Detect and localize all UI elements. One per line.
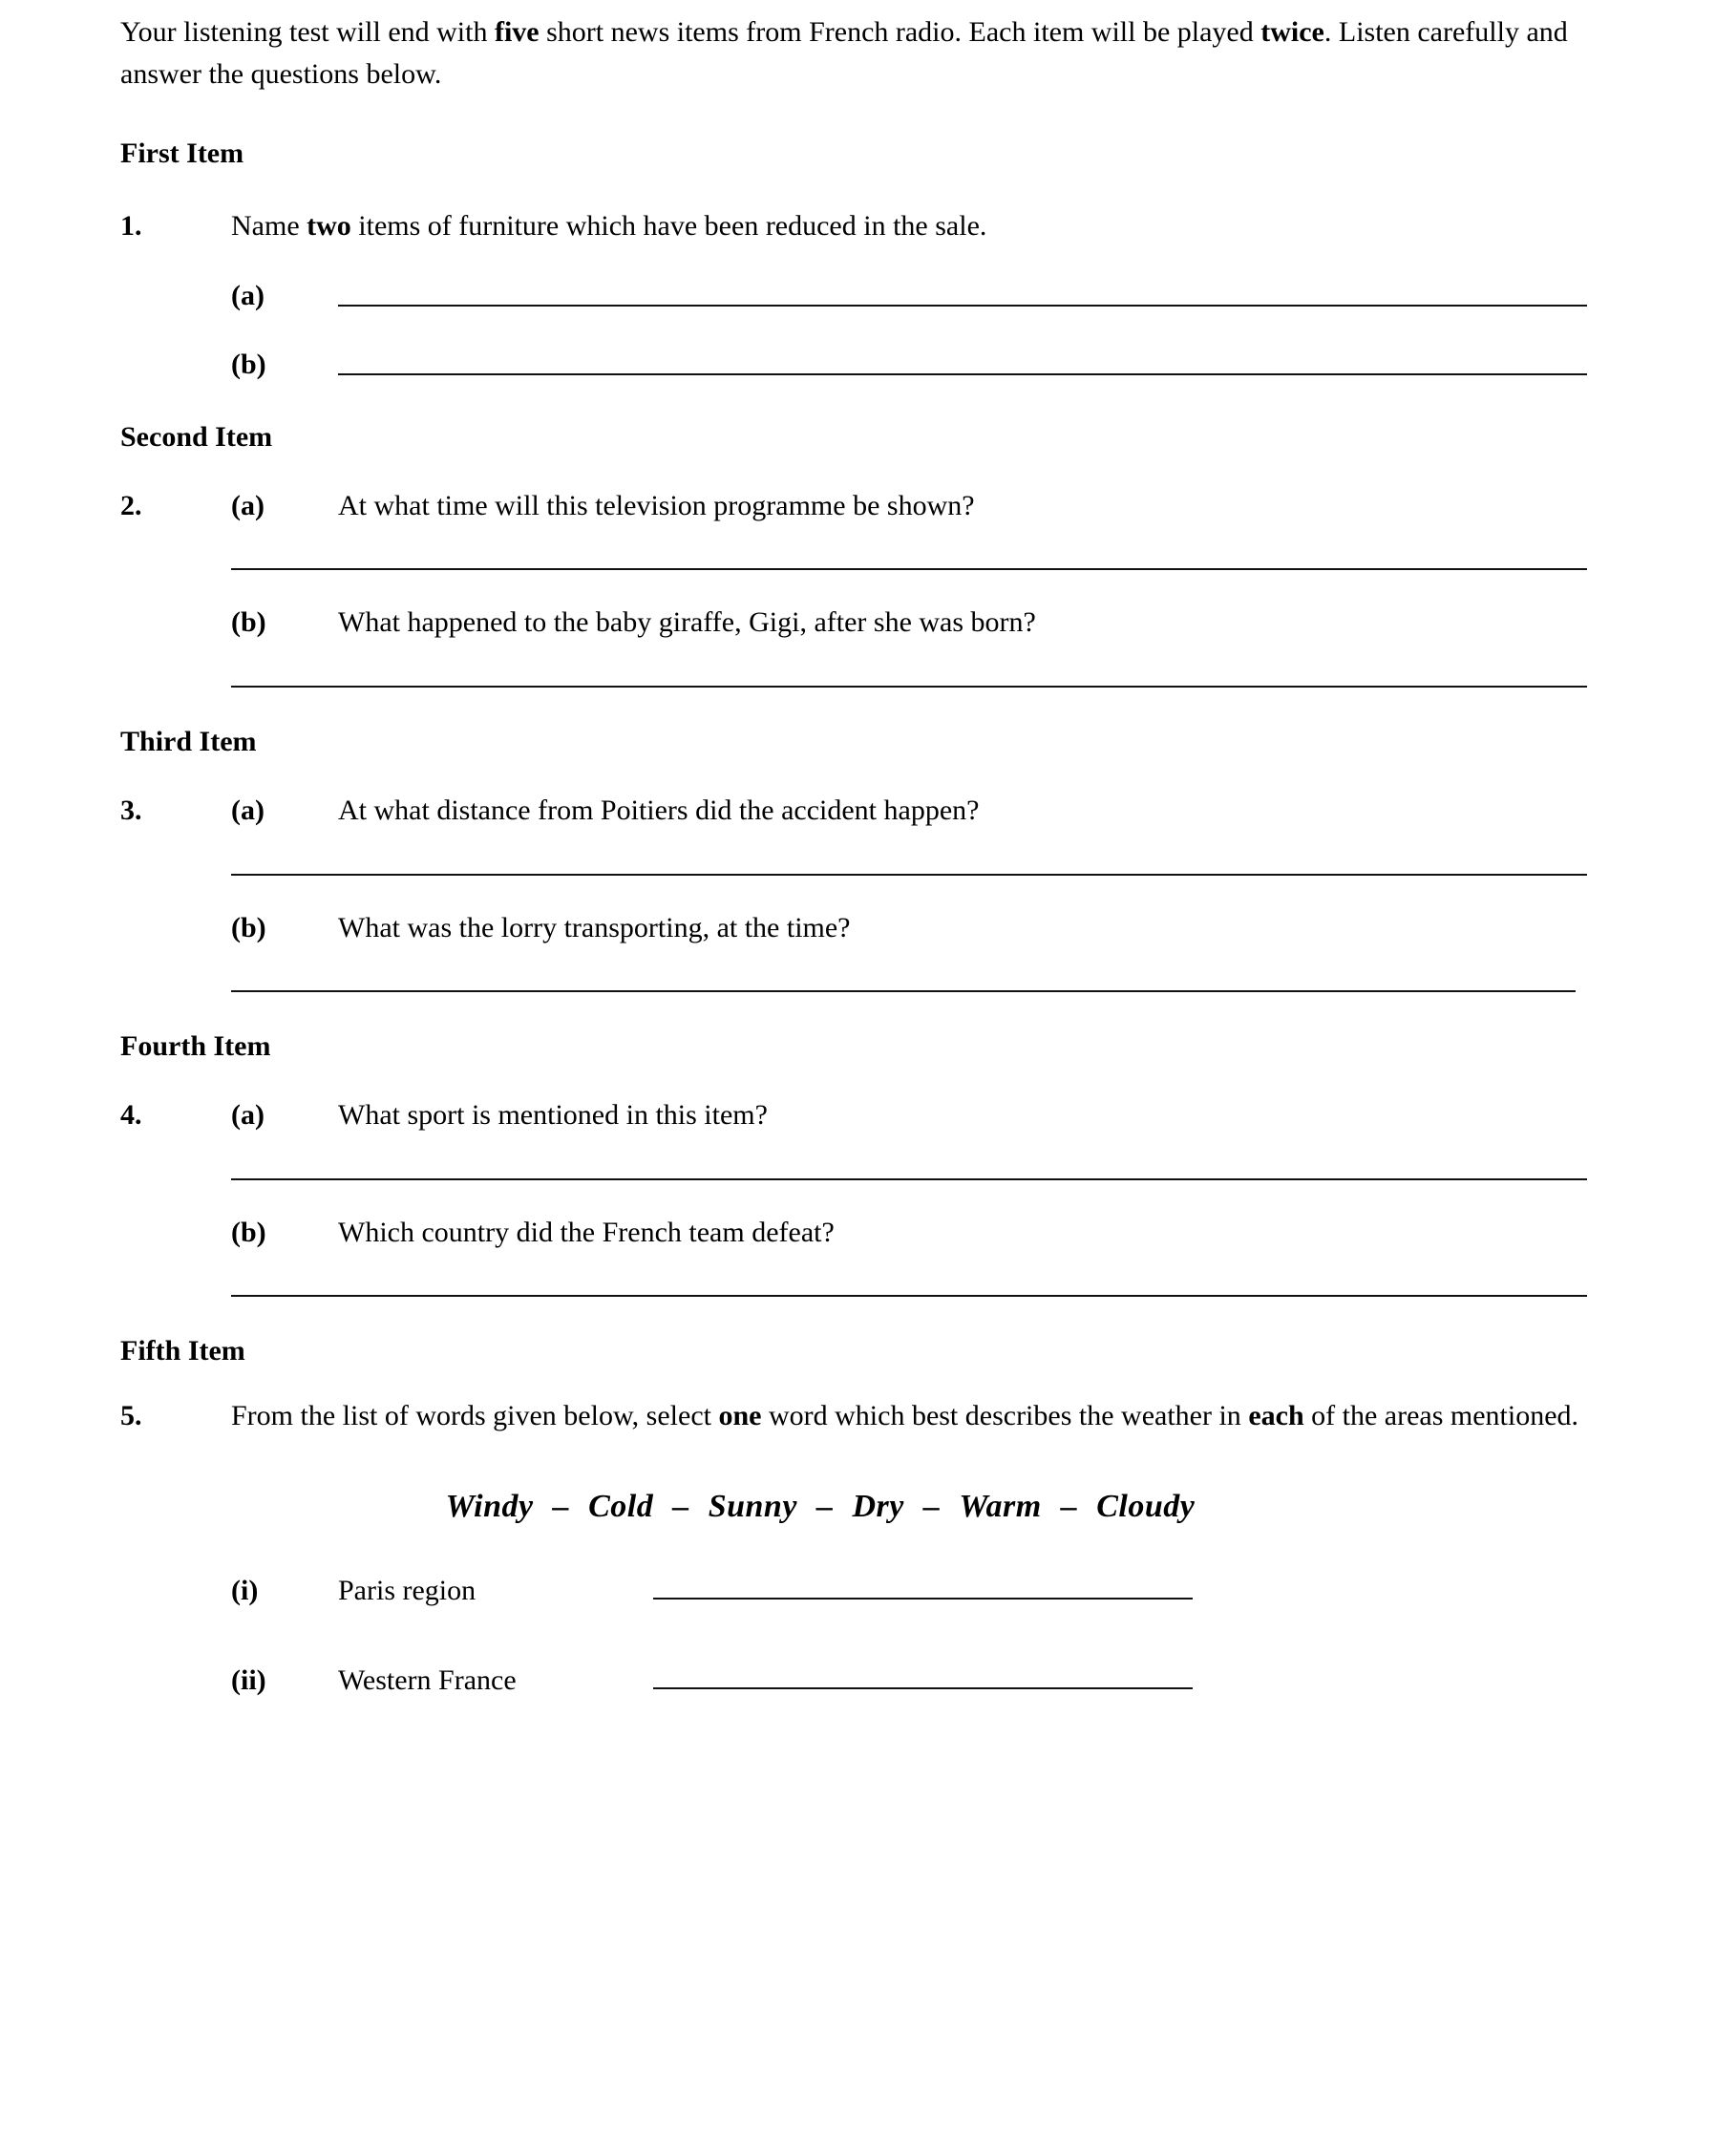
section-heading-fourth-item: Fourth Item <box>120 1030 271 1063</box>
area-name-paris-region: Paris region <box>338 1574 476 1606</box>
answer-line-wrap-4b <box>120 1295 1587 1297</box>
answer-line-wrap-3a <box>120 874 1587 876</box>
question-4a-label: (a) <box>231 1099 265 1132</box>
answer-line-2b[interactable] <box>231 686 1587 688</box>
answer-line-holder-5ii[interactable] <box>653 1687 1193 1697</box>
answer-line-4a[interactable] <box>231 1178 1587 1180</box>
question-5-row <box>120 1396 1587 1437</box>
word-option-sunny: Sunny <box>708 1488 797 1524</box>
question-2a-text: At what time will this television programme be shown? <box>338 489 975 521</box>
intro-bold-five: five <box>494 16 540 48</box>
answer-line-holder-1a[interactable] <box>338 305 1587 312</box>
answer-label-5i: (i) <box>231 1574 259 1606</box>
question-2b-row <box>120 603 1587 644</box>
answer-row-1b <box>120 349 1587 381</box>
question-3b-text: What was the lorry transporting, at the time? <box>338 911 851 943</box>
answer-line-3b[interactable] <box>231 990 1576 992</box>
question-5-text-post: of the areas mentioned. <box>1303 1400 1579 1432</box>
word-separator-4: – <box>922 1488 941 1524</box>
intro-paragraph <box>120 11 1587 95</box>
question-5-text-pre: From the list of words given below, select <box>231 1400 719 1432</box>
answer-line-holder-1b[interactable] <box>338 373 1587 381</box>
question-4a-row <box>120 1095 1587 1136</box>
question-1-row <box>120 206 1587 247</box>
question-1-text-post: items of furniture which have been reduced in the sale. <box>350 210 987 243</box>
answer-line-4b[interactable] <box>231 1295 1587 1297</box>
question-5-number: 5. <box>120 1400 142 1432</box>
question-1-text <box>231 206 1587 247</box>
word-option-windy: Windy <box>445 1488 534 1524</box>
question-2-number: 2. <box>120 489 142 521</box>
answer-line-2a[interactable] <box>231 568 1587 570</box>
answer-row-5i <box>120 1575 1587 1607</box>
question-1-text-pre: Name <box>231 210 307 243</box>
question-3a-row <box>120 791 1587 832</box>
section-heading-first-item: First Item <box>120 138 244 170</box>
answer-line-5i[interactable] <box>653 1598 1193 1600</box>
question-4a-text: What sport is mentioned in this item? <box>338 1099 768 1132</box>
question-2a-row <box>120 486 1587 527</box>
answer-line-wrap-4a <box>120 1178 1587 1180</box>
intro-text-part2: short news items from French radio. Each item will be played <box>539 16 1261 48</box>
intro-text-part1: Your listening test will end with <box>120 16 495 48</box>
intro-text-part3: . Listen carefully and answer the questions below. <box>120 16 1568 91</box>
question-4b-row <box>120 1213 1587 1254</box>
word-separator-3: – <box>815 1488 834 1524</box>
answer-row-1a <box>120 280 1587 312</box>
intro-bold-twice: twice <box>1260 16 1324 48</box>
question-1-bold-two: two <box>307 210 351 243</box>
word-option-dry: Dry <box>852 1488 904 1524</box>
question-3b-label: (b) <box>231 911 266 943</box>
answer-label-1a: (a) <box>231 279 265 311</box>
question-3a-text: At what distance from Poitiers did the accident happen? <box>338 794 980 826</box>
answer-line-3a[interactable] <box>231 874 1587 876</box>
word-separator-1: – <box>552 1488 570 1524</box>
question-4-number: 4. <box>120 1099 142 1132</box>
answer-line-1b[interactable] <box>338 373 1587 375</box>
section-heading-second-item: Second Item <box>120 420 273 453</box>
question-4b-text: Which country did the French team defeat? <box>338 1216 835 1248</box>
word-option-cloudy: Cloudy <box>1096 1488 1196 1524</box>
question-3b-row <box>120 908 1587 949</box>
answer-row-5ii <box>120 1664 1587 1697</box>
answer-line-holder-5i[interactable] <box>653 1598 1193 1607</box>
weather-word-list <box>120 1489 1587 1525</box>
question-1-number: 1. <box>120 210 142 243</box>
word-option-warm: Warm <box>959 1488 1042 1524</box>
question-2b-text: What happened to the baby giraffe, Gigi, after she was born? <box>338 606 1036 639</box>
section-heading-fifth-item: Fifth Item <box>120 1335 245 1367</box>
answer-line-wrap-3b <box>120 990 1587 992</box>
question-4b-label: (b) <box>231 1216 266 1248</box>
answer-label-1b: (b) <box>231 348 266 380</box>
area-name-western-france: Western France <box>338 1663 517 1696</box>
question-5-text-mid: word which best describes the weather in <box>761 1400 1249 1432</box>
answer-line-wrap-2a <box>120 568 1587 570</box>
question-5-bold-one: one <box>718 1400 762 1432</box>
page-content <box>120 0 1587 1697</box>
word-separator-5: – <box>1060 1488 1078 1524</box>
word-option-cold: Cold <box>588 1488 654 1524</box>
question-5-bold-each: each <box>1248 1400 1304 1432</box>
question-3a-label: (a) <box>231 794 265 826</box>
question-2b-label: (b) <box>231 606 266 639</box>
answer-label-5ii: (ii) <box>231 1663 266 1696</box>
word-separator-2: – <box>672 1488 689 1524</box>
question-3-number: 3. <box>120 794 142 826</box>
question-2a-label: (a) <box>231 489 265 521</box>
question-5-text <box>231 1396 1587 1437</box>
section-heading-third-item: Third Item <box>120 725 257 757</box>
answer-line-5ii[interactable] <box>653 1687 1193 1689</box>
answer-line-wrap-2b <box>120 686 1587 688</box>
answer-line-1a[interactable] <box>338 305 1587 307</box>
